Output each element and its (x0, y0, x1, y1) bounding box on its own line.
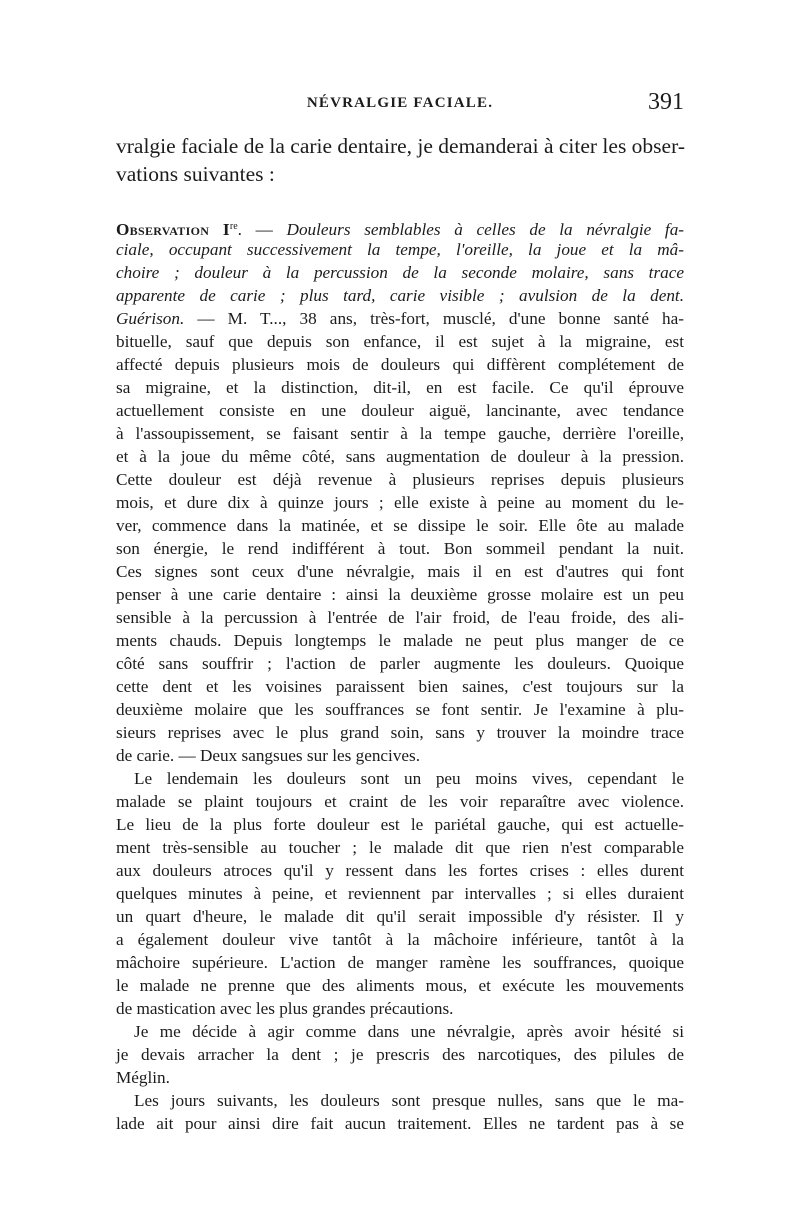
observation-number-sup: re (229, 221, 238, 232)
body-line: sensible à la percussion à l'entrée de l'air froid, de l'eau froide, des ali- (116, 608, 684, 627)
body-line: malade se plaint toujours et craint de les voir reparaître avec violence. (116, 792, 684, 811)
body-line: a également douleur vive tantôt à la mâchoire inférieure, tantôt à la (116, 930, 684, 949)
body-line: lade ait pour ainsi dire fait aucun traitement. Elles ne tardent pas à se (116, 1114, 684, 1133)
body-line: cette dent et les voisines paraissent bien saines, c'est toujours sur la (116, 677, 684, 696)
observation-heading (116, 216, 684, 238)
body-line: Le lieu de la plus forte douleur est le pariétal gauche, qui est actuelle- (116, 815, 684, 834)
body-line: Ces signes sont ceux d'une névralgie, mais il en est d'autres qui font (116, 562, 684, 581)
body-line: à l'assoupissement, se faisant sentir à la tempe gauche, derrière l'oreille, (116, 424, 684, 443)
body-line: le malade ne prenne que des aliments mous, et exécute les mouvements (116, 976, 684, 995)
observation-label: Observation (116, 220, 210, 239)
body-line: aux douleurs atroces qu'il y ressent dans les fortes crises : elles durent (116, 861, 684, 880)
body-line: quelques minutes à peine, et reviennent par intervalles ; si elles duraient (116, 884, 684, 903)
paragraph-start: Les jours suivants, les douleurs sont presque nulles, sans que le ma- (134, 1091, 684, 1110)
observation-title-line: choire ; douleur à la percussion de la seconde molaire, sans trace (116, 263, 684, 282)
observation-title-end (116, 308, 684, 330)
paragraph-start: Le lendemain les douleurs sont un peu moins vives, cependant le (134, 769, 684, 788)
body-line: je devais arracher la dent ; je prescris des narcotiques, des pilules de (116, 1045, 684, 1064)
body-line: affecté depuis plusieurs mois de douleurs qui diffèrent complétement de (116, 355, 684, 374)
body-line: sa migraine, et la distinction, dit-il, en est facile. Ce qu'il éprouve (116, 378, 684, 397)
observation-title-start: Douleurs semblables à celles de la névralgie fa- (286, 220, 685, 239)
observation-title-line: apparente de carie ; plus tard, carie visible ; avulsion de la dent. (116, 286, 684, 305)
observation-case-start: — M. T..., 38 ans, très-fort, musclé, d'une bonne santé ha- (184, 309, 684, 328)
body-line: côté sans souffrir ; l'action de parler augmente les douleurs. Quoique (116, 654, 684, 673)
intro-line-2: vations suivantes : (116, 162, 275, 186)
body-line: un quart d'heure, le malade dit qu'il serait impossible d'y résister. Il y (116, 907, 684, 926)
body-line: et à la joue du même côté, sans augmentation de douleur à la pression. (116, 447, 684, 466)
body-line: ver, commence dans la matinée, et se dissipe le soir. Elle ôte au malade (116, 516, 684, 535)
body-line: deuxième molaire que les souffrances se font sentir. Je l'examine à plu- (116, 700, 684, 719)
body-line: ment très-sensible au toucher ; le malade dit que rien n'est comparable (116, 838, 684, 857)
body-line: son énergie, le rend indifférent à tout. Bon sommeil pendant la nuit. (116, 539, 684, 558)
running-head (116, 89, 684, 121)
observation-title-last: Guérison. (116, 309, 185, 328)
observation-title-line: ciale, occupant successivement la tempe, l'oreille, la joue et la mâ- (116, 240, 684, 259)
body-line: penser à une carie dentaire : ainsi la deuxième grosse molaire est un peu (116, 585, 684, 604)
intro-line-1: vralgie faciale de la carie dentaire, je demanderai à citer les obser- (116, 134, 685, 158)
paragraph-start: Je me décide à agir comme dans une névralgie, après avoir hésité si (134, 1022, 684, 1041)
page-number: 391 (648, 89, 684, 115)
observation-dash: . — (237, 220, 287, 239)
body-line: sieurs reprises avec le plus grand soin, sans y trouver la moindre trace (116, 723, 684, 742)
body-line: Cette douleur est déjà revenue à plusieurs reprises depuis plusieurs (116, 470, 684, 489)
body-line: de carie. — Deux sangsues sur les gencives. (116, 746, 421, 765)
body-line: Méglin. (116, 1068, 170, 1087)
body-line: bituelle, sauf que depuis son enfance, il est sujet à la migraine, est (116, 332, 684, 351)
body-line: mois, et dure dix à quinze jours ; elle existe à peine au moment du le- (116, 493, 684, 512)
running-title: NÉVRALGIE FACIALE. (306, 95, 494, 111)
observation-number: I (222, 220, 230, 239)
body-line: actuellement consiste en une douleur aiguë, lancinante, avec tendance (116, 401, 684, 420)
body-line: mâchoire supérieure. L'action de manger ramène les souffrances, quoique (116, 953, 684, 972)
body-line: de mastication avec les plus grandes précautions. (116, 999, 454, 1018)
body-line: ments chauds. Depuis longtemps le malade ne peut plus manger de ce (116, 631, 684, 650)
